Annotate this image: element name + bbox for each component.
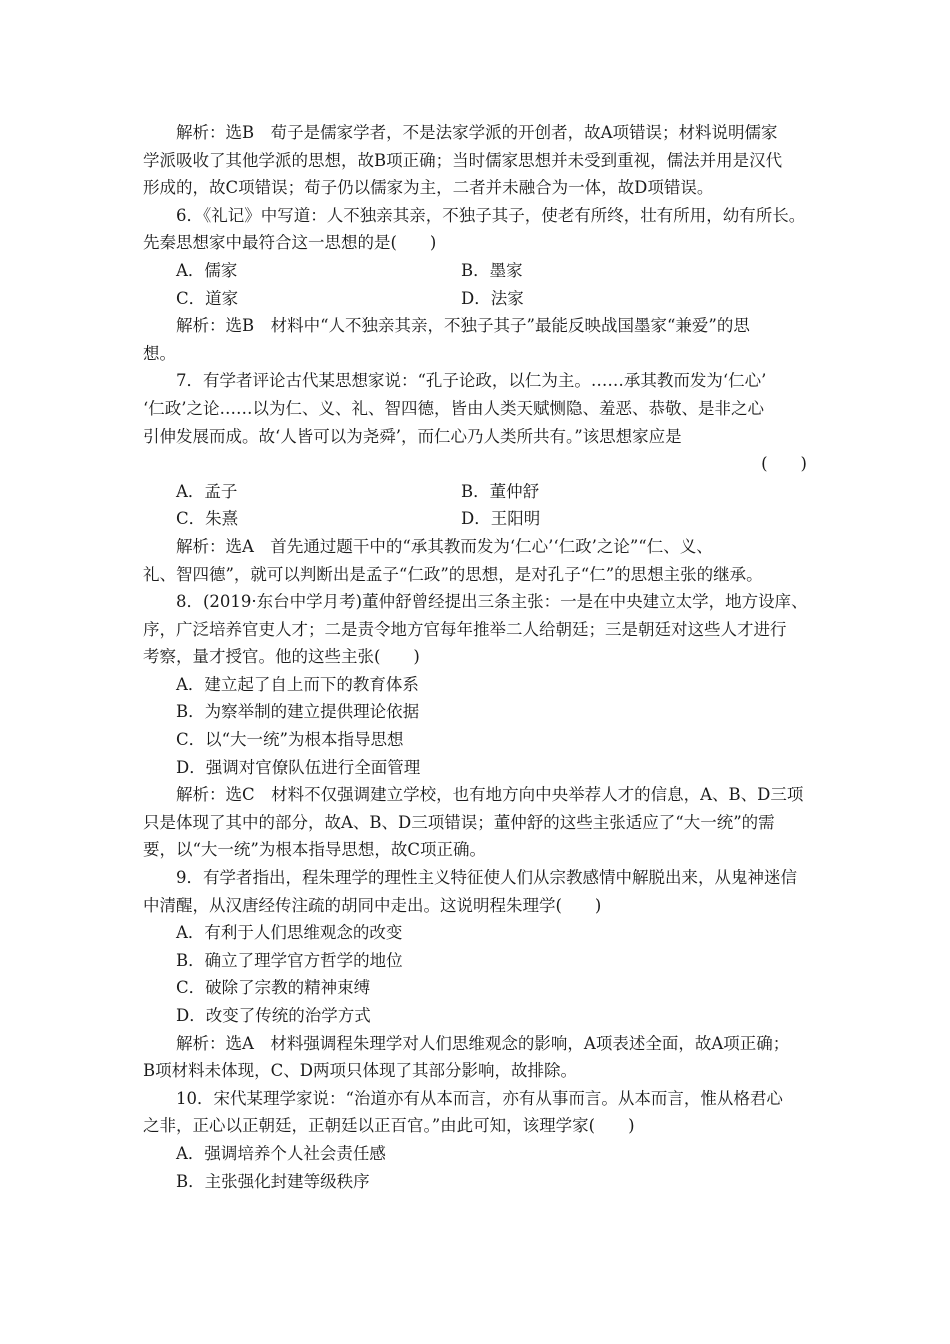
- option-item: D．改变了传统的治学方式: [176, 1006, 371, 1025]
- option-item: C．以“大一统”为根本指导思想: [176, 730, 404, 750]
- options-block: [143, 1140, 811, 1195]
- question-line: 10．宋代某理学家说：“治道亦有从本而言，亦有从事而言。从本而言，惟从格君心: [176, 1088, 783, 1108]
- question-line: 中清醒，从汉唐经传注疏的胡同中走出。这说明程朱理学( ): [143, 895, 602, 915]
- option-item: A．孟子: [176, 481, 238, 501]
- question-line: 考察，量才授官。他的这些主张( ): [143, 647, 420, 667]
- option-row: [143, 726, 811, 754]
- document-body: [143, 119, 811, 1195]
- analysis-line: 解析：选A 材料强调程朱理学对人们思维观念的影响，A项表述全面，故A项正确；: [176, 1033, 790, 1053]
- option-item: A．建立起了自上而下的教育体系: [176, 674, 419, 694]
- question-block: [143, 1085, 811, 1140]
- question-line: 先秦思想家中最符合这一思想的是( ): [143, 233, 437, 253]
- analysis-line: 解析：选C 材料不仅强调建立学校，也有地方向中央举荐人才的信息，A、B、D三项: [176, 785, 804, 805]
- options-block: [143, 919, 811, 1029]
- option-row: [143, 671, 811, 699]
- option-item: A．强调培养个人社会责任感: [176, 1143, 386, 1163]
- option-item: B．确立了理学官方哲学的地位: [176, 950, 403, 970]
- analysis-line: 形成的，故C项错误；荀子仍以儒家为主，二者并未融合为一体，故D项错误。: [143, 178, 714, 198]
- option-row: [143, 257, 811, 285]
- option-row: [143, 1140, 811, 1168]
- analysis-block: [143, 312, 811, 367]
- analysis-line: 要，以“大一统”为根本指导思想，故C项正确。: [143, 840, 486, 860]
- question-line: 引伸发展而成。故‘人皆可以为尧舜’，而仁心乃人类所共有。”该思想家应是: [143, 426, 682, 446]
- option-row: [143, 698, 811, 726]
- analysis-line: 想。: [143, 343, 176, 363]
- question-line: 序，广泛培养官吏人才；二是责令地方官每年推举二人给朝廷；三是朝廷对这些人才进行: [143, 619, 787, 639]
- option-row: [143, 1002, 811, 1030]
- option-item: D．王阳明: [461, 509, 541, 529]
- options-block: [143, 478, 811, 533]
- answer-paren: ( ): [761, 454, 807, 474]
- option-item: B．为察举制的建立提供理论依据: [176, 702, 420, 722]
- question-line: ‘仁政’之论……以为仁、义、礼、智四德，皆由人类天赋恻隐、羞恶、恭敬、是非之心: [143, 398, 764, 418]
- analysis-block: [143, 119, 811, 202]
- option-row: [143, 285, 811, 313]
- question-block: [143, 864, 811, 919]
- option-row: [143, 947, 811, 975]
- option-row: [143, 505, 811, 533]
- analysis-line: 解析：选A 首先通过题干中的“承其教而发为‘仁心’‘仁政’之论”“仁、义、: [176, 536, 713, 556]
- analysis-line: 解析：选B 荀子是儒家学者，不是法家学派的开创者，故A项错误；材料说明儒家: [176, 123, 778, 142]
- option-item: D．法家: [461, 288, 524, 308]
- option-item: C．道家: [176, 288, 239, 308]
- analysis-block: [143, 1030, 811, 1085]
- option-item: D．强调对官僚队伍进行全面管理: [176, 757, 421, 777]
- analysis-line: 学派吸收了其他学派的思想，故B项正确；当时儒家思想并未受到重视，儒法并用是汉代: [143, 150, 783, 170]
- analysis-line: 礼、智四德”，就可以判断出是孟子“仁政”的思想，是对孔子“仁”的思想主张的继承。: [143, 564, 763, 584]
- analysis-line: B项材料未体现，C、D两项只体现了其部分影响，故排除。: [143, 1061, 577, 1081]
- question-block: [143, 202, 811, 257]
- option-item: C．朱熹: [176, 509, 239, 529]
- option-item: A．有利于人们思维观念的改变: [176, 923, 403, 943]
- options-block: [143, 671, 811, 781]
- analysis-block: [143, 781, 811, 864]
- option-row: [143, 754, 811, 782]
- option-row: [143, 919, 811, 947]
- question-line: 6．《礼记》中写道：人不独亲其亲，不独子其子，使老有所终，壮有所用，幼有所长。: [176, 205, 806, 225]
- question-line: 7．有学者评论古代某思想家说：“孔子论政，以仁为主。……承其教而发为‘仁心’: [176, 371, 767, 391]
- option-item: B．墨家: [461, 260, 523, 280]
- question-line: 8．(2019·东台中学月考)董仲舒曾经提出三条主张：一是在中央建立太学，地方设庠、: [176, 592, 808, 612]
- analysis-line: 只是体现了其中的部分，故A、B、D三项错误；董仲舒的这些主张适应了“大一统”的需: [143, 812, 775, 832]
- question-block: [143, 588, 811, 671]
- analysis-line: 解析：选B 材料中“人不独亲其亲，不独子其子”最能反映战国墨家“兼爱”的思: [176, 316, 750, 336]
- option-item: B．董仲舒: [461, 481, 540, 501]
- question-block: [143, 367, 811, 477]
- option-item: A．儒家: [176, 260, 238, 280]
- option-item: C．破除了宗教的精神束缚: [176, 978, 371, 998]
- option-row: [143, 478, 811, 506]
- options-block: [143, 257, 811, 312]
- question-line: 之非，正心以正朝廷，正朝廷以正百官。”由此可知，该理学家( ): [143, 1116, 635, 1136]
- option-item: B．主张强化封建等级秩序: [176, 1171, 370, 1191]
- option-row: [143, 1168, 811, 1196]
- option-row: [143, 974, 811, 1002]
- question-line: 9．有学者指出，程朱理学的理性主义特征使人们从宗教感情中解脱出来，从鬼神迷信: [176, 868, 797, 888]
- analysis-block: [143, 533, 811, 588]
